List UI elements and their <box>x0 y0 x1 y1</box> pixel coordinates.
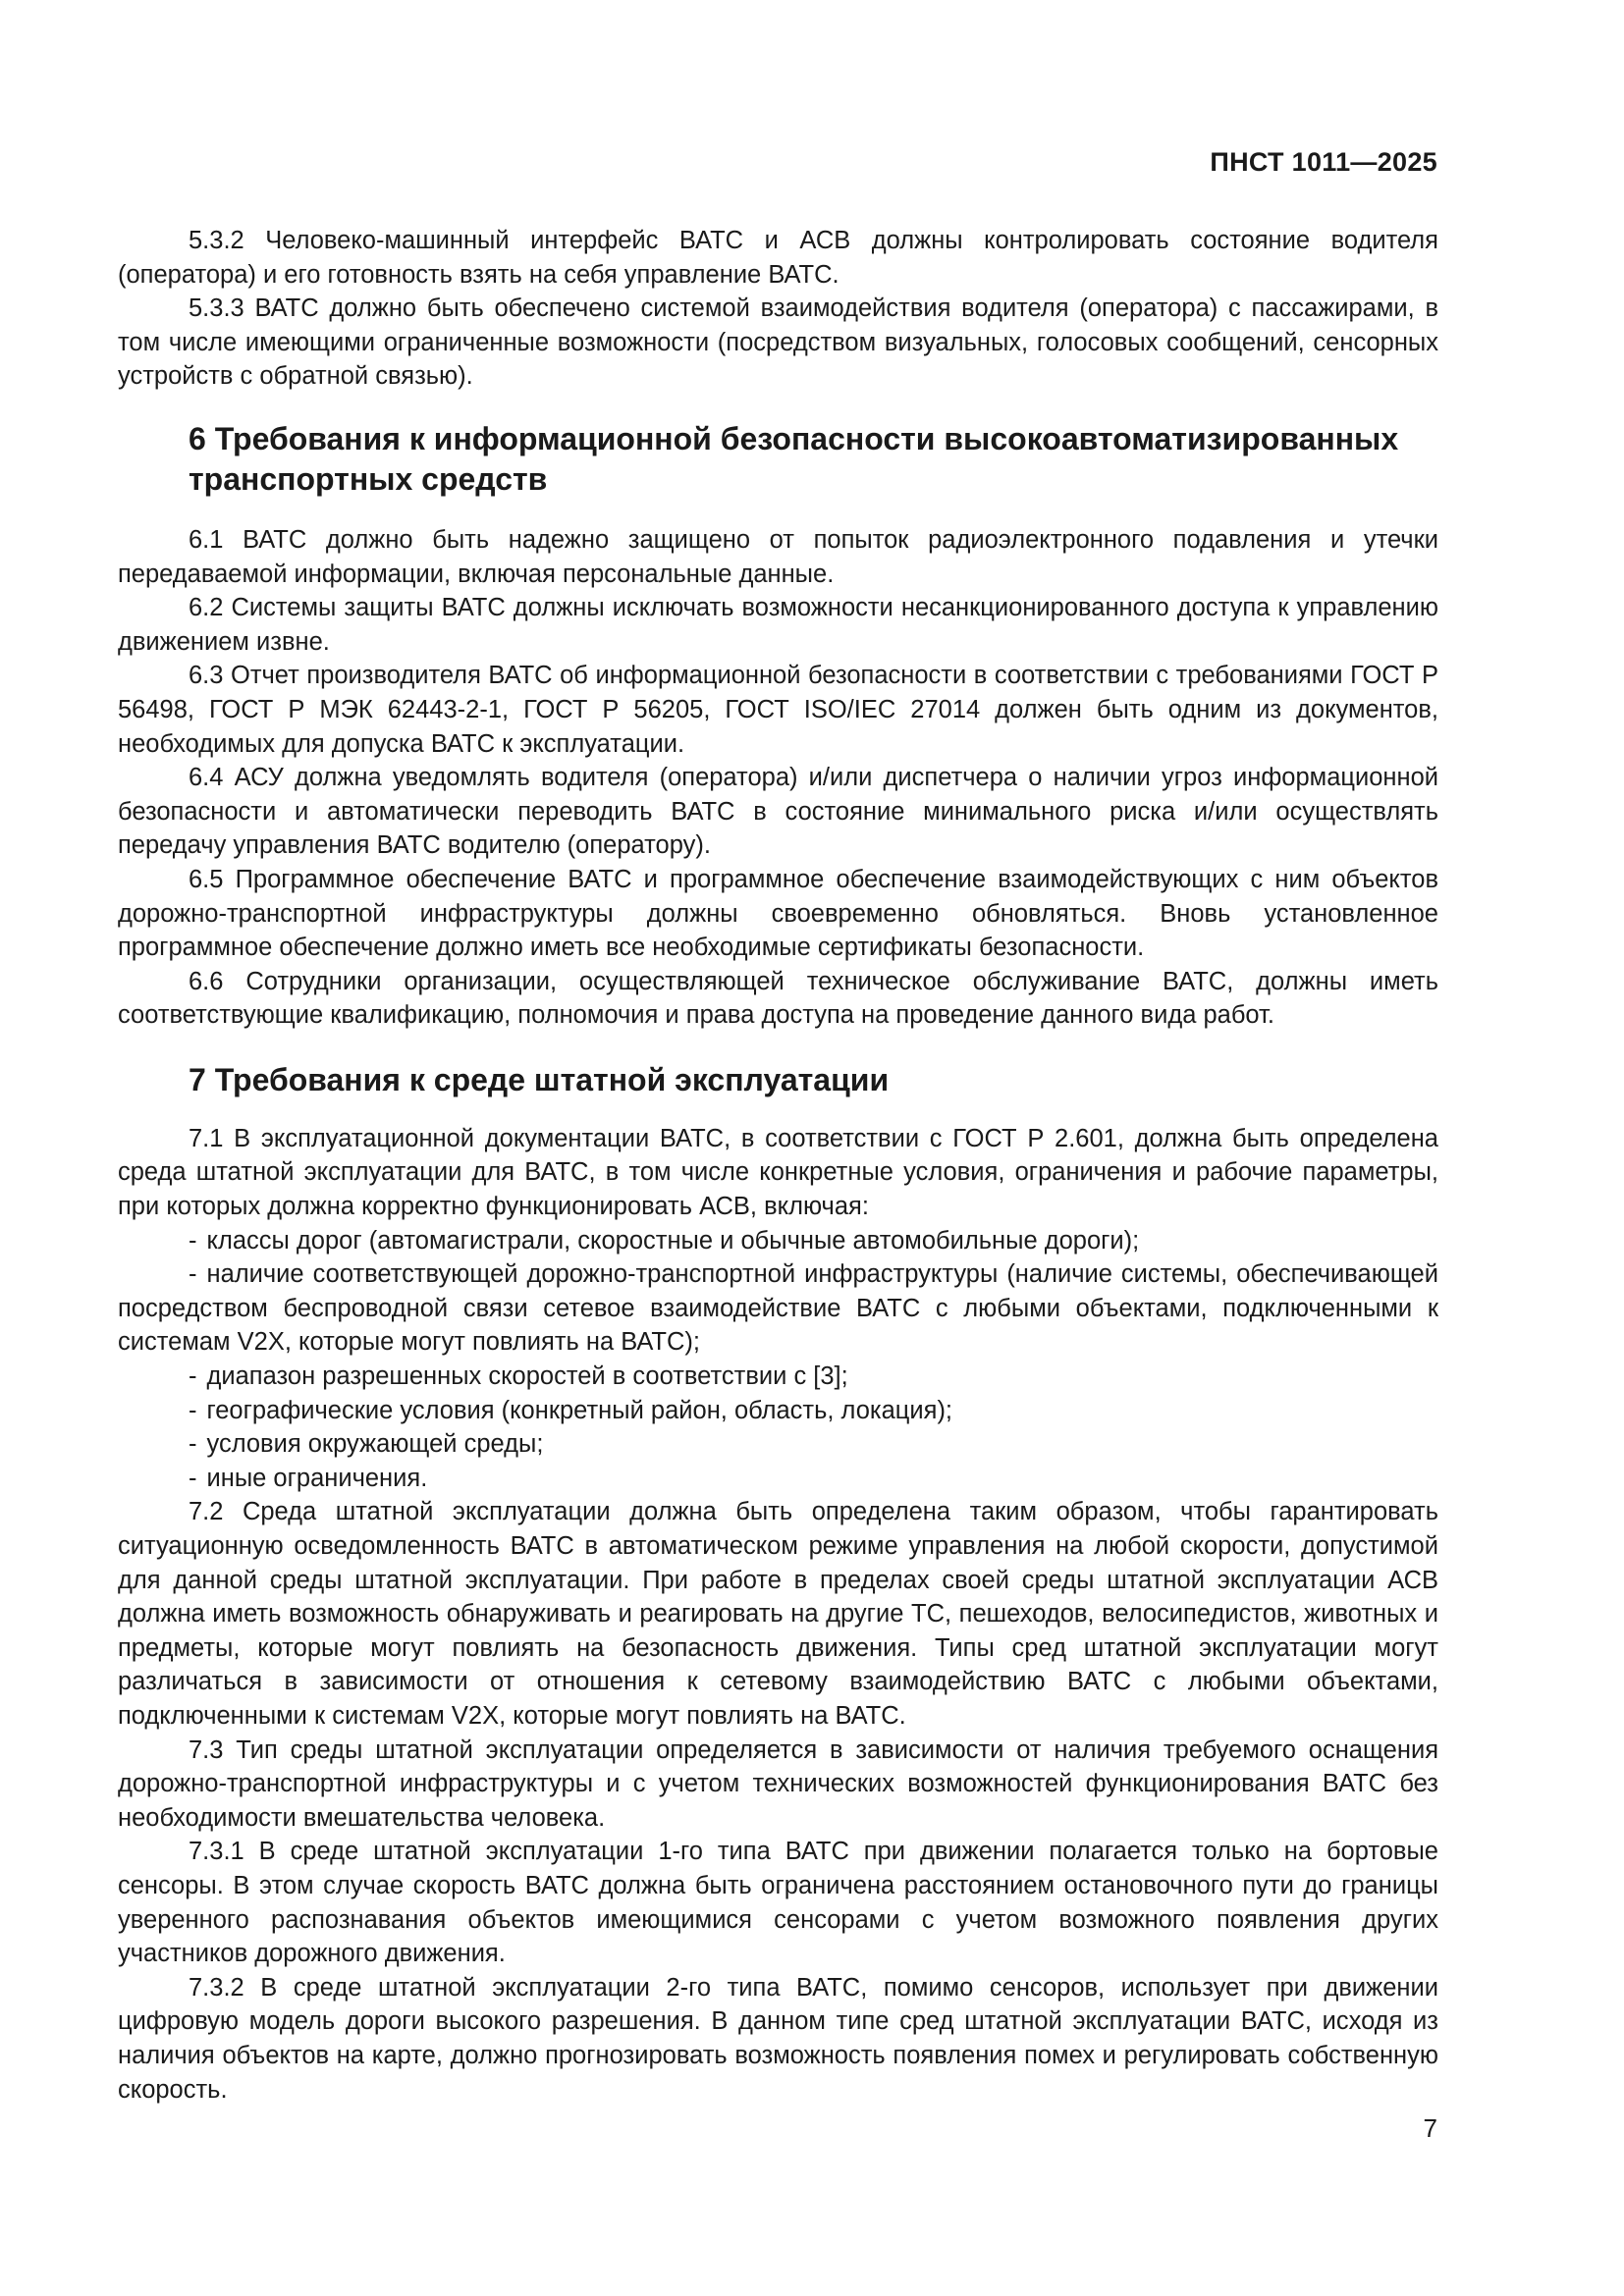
list-item <box>118 1257 1438 1360</box>
list-item-text: иные ограничения. <box>206 1464 428 1492</box>
document-code-header: ПНСТ 1011—2025 <box>1210 147 1437 177</box>
list-item <box>118 1427 1438 1462</box>
list-dash: - <box>189 1396 197 1424</box>
list-item <box>118 1462 1438 1496</box>
list-dash: - <box>189 1362 197 1391</box>
list-dash: - <box>189 1226 197 1255</box>
paragraph-6-1: 6.1 ВАТС должно быть надежно защищено от попыток радиоэлектронного подавления и утечки передаваемой информации, включая персональные данные. <box>118 525 1438 588</box>
paragraph-6-5: 6.5 Программное обеспечение ВАТС и программное обеспечение взаимодействующих с ним объектов дорожно-транспортной инфраструктуры должны своевременно обновляться. Вновь установленное программное обеспечение должно иметь все необходимые сертификаты безопасности. <box>118 865 1438 962</box>
paragraph-6-4: 6.4 АСУ должна уведомлять водителя (оператора) и/или диспетчера о наличии угроз информационной безопасности и автоматически переводить ВАТС в состояние минимального риска и/или осуществлять передачу управления ВАТС водителю (оператору). <box>118 764 1438 860</box>
paragraph-6-6: 6.6 Сотрудники организации, осуществляющей техническое обслуживание ВАТС, должны иметь соответствующие квалификацию, полномочия и права доступа на проведение данного вида работ. <box>118 967 1438 1030</box>
page-number: 7 <box>1423 2113 1437 2143</box>
paragraph-6-2: 6.2 Системы защиты ВАТС должны исключать возможности несанкционированного доступа к управлению движением извне. <box>118 594 1438 656</box>
list-item-text: классы дорог (автомагистрали, скоростные и обычные автомобильные дороги); <box>206 1226 1140 1255</box>
list-item <box>118 1360 1438 1394</box>
list-item <box>118 1394 1438 1428</box>
list-item <box>118 1224 1438 1258</box>
paragraph-7-3-2: 7.3.2 В среде штатной эксплуатации 2-го типа ВАТС, помимо сенсоров, использует при движении цифровую модель дороги высокого разрешения. В данном типе сред штатной эксплуатации ВАТС, исходя из наличия объектов на карте, должно прогнозировать возможность появления помех и регулировать собственную скорость. <box>118 1973 1438 2104</box>
list-item-text: условия окружающей среды; <box>206 1430 544 1459</box>
paragraph-7-2: 7.2 Среда штатной эксплуатации должна быть определена таким образом, чтобы гарантировать ситуационную осведомленность ВАТС в автоматическом режиме управления на любой скорости, допустимой для данной среды штатной эксплуатации. При работе в пределах своей среды штатной эксплуатации АСВ должна иметь возможность обнаруживать и реагировать на другие ТС, пешеходов, велосипедистов, животных и предметы, которые могут повлиять на безопасность движения. Типы сред штатной эксплуатации могут различаться в зависимости от отношения к сетевому взаимодействию ВАТС с любыми объектами, подключенными к системам V2X, которые могут повлиять на ВАТС. <box>118 1498 1438 1730</box>
list-item-text: диапазон разрешенных скоростей в соответствии с [3]; <box>206 1362 848 1391</box>
paragraph-5-3-2: 5.3.2 Человеко-машинный интерфейс ВАТС и АСВ должны контролировать состояние водителя (оператора) и его готовность взять на себя управление ВАТС. <box>118 227 1438 289</box>
paragraph-7-3: 7.3 Тип среды штатной эксплуатации определяется в зависимости от наличия требуемого оснащения дорожно-транспортной инфраструктуры и с учетом технических возможностей функционирования ВАТС без необходимости вмешательства человека. <box>118 1735 1438 1832</box>
section-7-heading: 7 Требования к среде штатной эксплуатации <box>189 1061 890 1097</box>
list-item-text: наличие соответствующей дорожно-транспортной инфраструктуры (наличие системы, обеспечивающей посредством беспроводной связи сетевое взаимодействие ВАТС с любыми объектами, подключенными к системам V2X, которые могут повлиять на ВАТС); <box>118 1260 1438 1357</box>
list-dash: - <box>189 1260 197 1289</box>
section-6-heading: 6 Требования к информационной безопасности высокоавтоматизированных транспортных средств <box>189 420 1399 497</box>
paragraph-5-3-3: 5.3.3 ВАТС должно быть обеспечено системой взаимодействия водителя (оператора) с пассажирами, в том числе имеющими ограниченные возможности (посредством визуальных, голосовых сообщений, сенсорных устройств с обратной связью). <box>118 294 1438 391</box>
page-content <box>118 224 1438 2107</box>
list-dash: - <box>189 1464 197 1492</box>
paragraph-6-3: 6.3 Отчет производителя ВАТС об информационной безопасности в соответствии с требованиями ГОСТ Р 56498, ГОСТ Р МЭК 62443-2-1, ГОСТ Р 56205, ГОСТ ISO/IEC 27014 должен быть одним из документов, необходимых для допуска ВАТС к эксплуатации. <box>118 662 1438 758</box>
paragraph-7-3-1: 7.3.1 В среде штатной эксплуатации 1-го типа ВАТС при движении полагается только на бортовые сенсоры. В этом случае скорость ВАТС должна быть ограничена расстоянием остановочного пути до границы уверенного распознавания объектов имеющимися сенсорами с учетом возможного появления других участников дорожного движения. <box>118 1838 1438 1968</box>
list-item-text: географические условия (конкретный район, область, локация); <box>206 1396 953 1424</box>
paragraph-7-1: 7.1 В эксплуатационной документации ВАТС, в соответствии с ГОСТ Р 2.601, должна быть определена среда штатной эксплуатации для ВАТС, в том числе конкретные условия, ограничения и рабочие параметры, при которых должна корректно функционировать АСВ, включая: <box>118 1124 1438 1221</box>
list-dash: - <box>189 1430 197 1459</box>
